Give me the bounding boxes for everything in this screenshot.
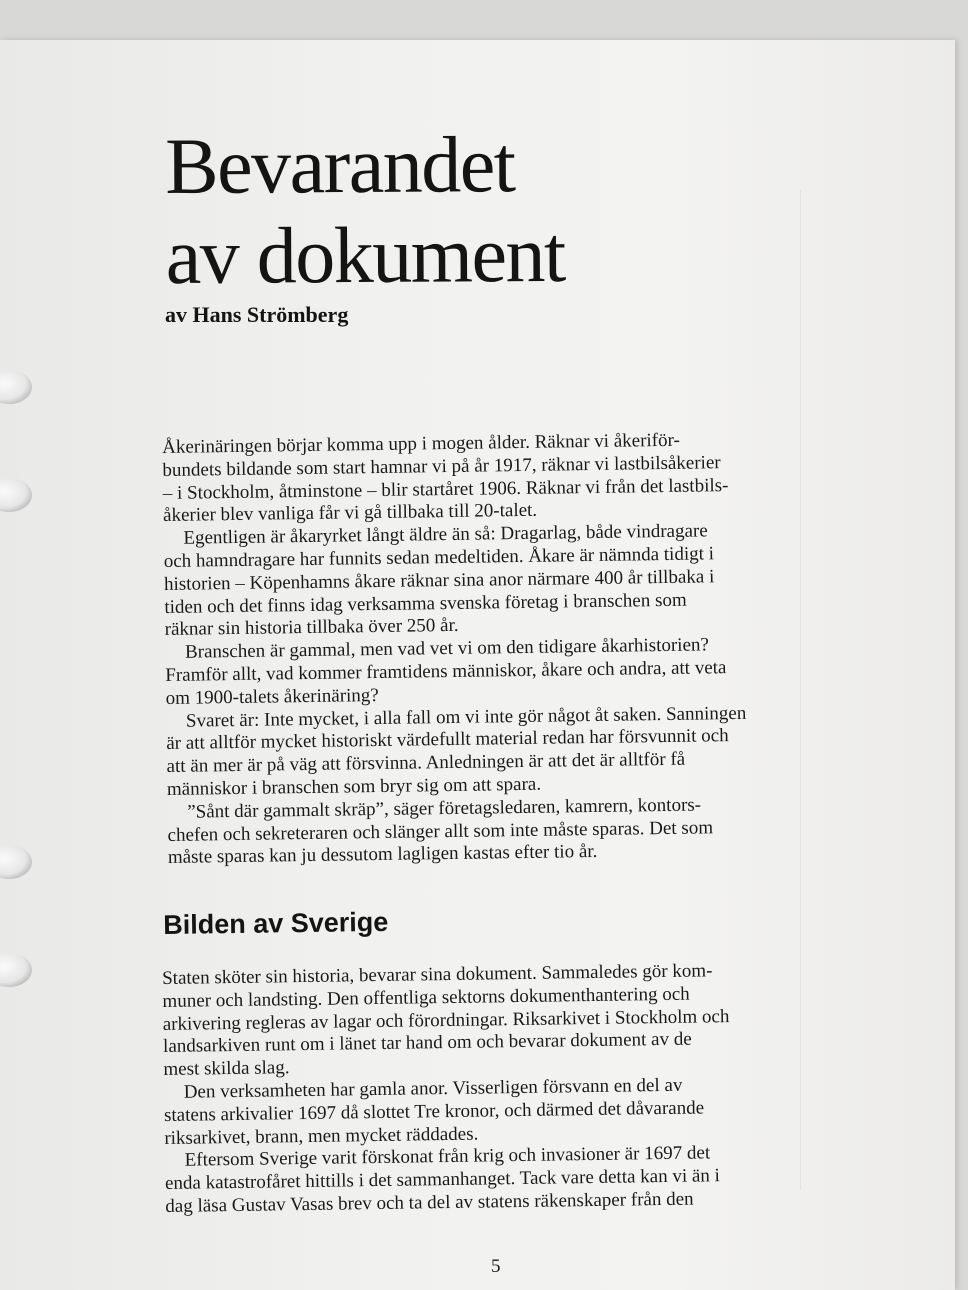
paragraph: [167, 792, 840, 870]
text-line: Branschen är gammal, men vad vet vi om den tidigare åkarhistorien?: [184, 634, 710, 663]
text-line: och hamndragare har funnits sedan medeltiden. Åkare är nämnda tidigt i: [163, 543, 715, 572]
section-body: [162, 959, 837, 1219]
article-body: [162, 428, 840, 870]
paragraph: [165, 1141, 838, 1219]
page-number: 5: [491, 1256, 501, 1277]
text-line: Eftersom Sverige varit förskonat från krig och invasioner är 1697 det: [184, 1142, 711, 1172]
text-line: historien – Köpenhamns åkare räknar sina anor närmare 400 år tillbaka i: [163, 566, 715, 595]
text-line: att än mer är på väg att försvinna. Anledningen är att det är alltför få: [166, 748, 686, 778]
article-title: [165, 120, 565, 302]
text-line: Egentligen är åkaryrket långt äldre än så: Dragarlag, både vindragare: [183, 520, 708, 549]
text-line: bundets bildande som start hamnar vi på år 1917, räknar vi lastbilsåkerier: [162, 452, 721, 481]
text-line: Framför allt, vad kommer framtidens människor, åkare och andra, att veta: [165, 657, 727, 686]
text-line: muner och landsting. Den offentliga sektorns dokumenthantering och: [162, 983, 690, 1012]
paragraph: [162, 959, 836, 1082]
text-line: om 1900-talets åkerinäring?: [165, 684, 379, 709]
text-line: chefen och sekreteraren och slänger allt som inte måste sparas. Det som: [167, 816, 714, 846]
text-line: Åkerinäringen börjar komma upp i mogen ålder. Räknar vi åkeriför-: [162, 429, 680, 458]
text-line: landsarkiven runt om i länet tar hand om och bevarar dokument av de: [162, 1029, 692, 1058]
title-line: Bevarandet: [165, 121, 515, 211]
text-line: måste sparas kan ju dessutom lagligen kastas efter tio år.: [167, 841, 598, 869]
text-line: åkerier blev vanliga får vi gå tillbaka till 20-talet.: [162, 500, 538, 527]
text-line: är att alltför mycket historiskt värdefullt material redan har försvunnit och: [166, 725, 729, 755]
binder-hole: [0, 370, 32, 404]
text-line: Den verksamheten har gamla anor. Visserligen försvann en del av: [183, 1074, 683, 1103]
text-line: – i Stockholm, åtminstone – blir startåret 1906. Räknar vi från det lastbils-: [162, 474, 729, 504]
text-line: dag läsa Gustav Vasas brev och ta del av statens räkenskaper från den: [165, 1188, 694, 1217]
text-line: riksarkivet, brann, men mycket räddades.: [164, 1123, 479, 1149]
text-line: enda katastrofåret hittills i det sammanhanget. Tack vare detta kan vi än i: [164, 1165, 721, 1195]
paragraph: [162, 428, 835, 529]
byline: av Hans Strömberg: [165, 302, 349, 327]
text-line: mest skilda slag.: [163, 1057, 290, 1081]
text-line: ”Sånt där gammalt skräp”, säger företagsledaren, kamrern, kontors-: [187, 794, 702, 823]
text-line: människor i branschen som bryr sig om att spara.: [166, 773, 542, 800]
paragraph: [166, 701, 839, 802]
binder-hole: [0, 845, 32, 879]
paragraph: [165, 633, 838, 711]
text-line: arkivering regleras av lagar och förordningar. Riksarkivet i Stockholm och: [162, 1005, 730, 1035]
paragraph: [164, 1073, 837, 1151]
text-line: tiden och det finns idag verksamma svenska företag i branschen som: [164, 589, 687, 618]
text-line: Svaret är: Inte mycket, i alla fall om vi inte gör något åt saken. Sanningen: [185, 702, 747, 732]
text-line: Staten sköter sin historia, bevarar sina dokument. Sammaledes gör kom-: [162, 960, 713, 989]
text-line: statens arkivalier 1697 då slottet Tre kronor, och därmed det dåvarande: [163, 1097, 705, 1126]
section-heading: Bilden av Sverige: [163, 906, 389, 940]
title-line: av dokument: [165, 210, 565, 301]
text-line: räknar sin historia tillbaka över 250 år.: [164, 615, 459, 641]
paragraph: [163, 519, 837, 642]
binder-hole: [0, 478, 32, 512]
binder-hole: [0, 953, 32, 987]
